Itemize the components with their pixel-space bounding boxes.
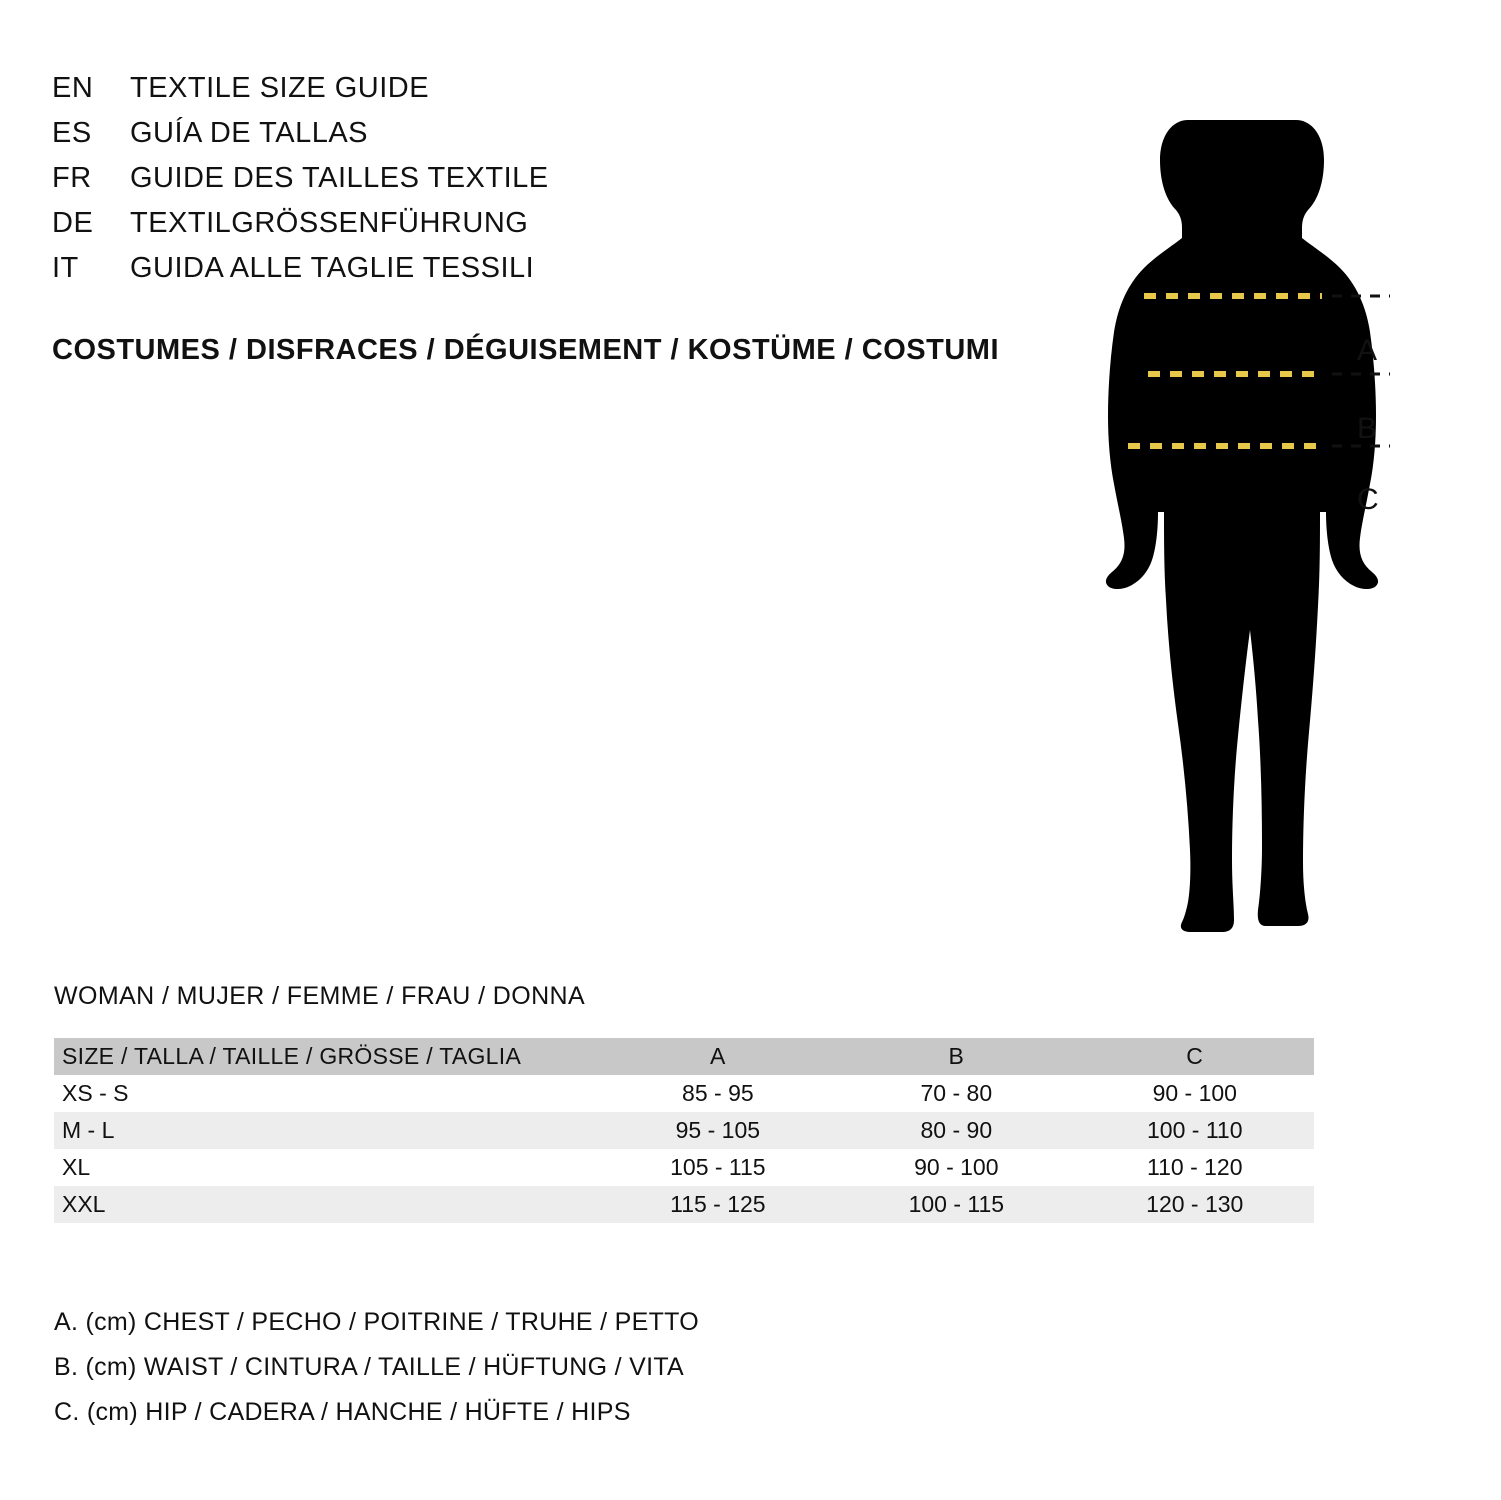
table-row: [54, 1149, 1314, 1186]
language-code-de: DE: [52, 207, 94, 239]
column-header-size: SIZE / TALLA / TAILLE / GRÖSSE / TAGLIA: [54, 1038, 599, 1075]
cell-b: 70 - 80: [837, 1075, 1075, 1112]
table-caption: WOMAN / MUJER / FEMME / FRAU / DONNA: [54, 982, 586, 1010]
language-row-en: [52, 72, 1012, 117]
column-header-c: C: [1076, 1038, 1314, 1075]
measure-label-b: B: [1357, 412, 1378, 445]
language-label-en: TEXTILE SIZE GUIDE: [130, 72, 430, 104]
measure-label-a: A: [1357, 334, 1378, 367]
table-row: [54, 1186, 1314, 1223]
language-code-es: ES: [52, 117, 92, 149]
cell-a: 85 - 95: [599, 1075, 837, 1112]
cell-a: 115 - 125: [599, 1186, 837, 1223]
cell-a: 95 - 105: [599, 1112, 837, 1149]
table-row: [54, 1075, 1314, 1112]
female-silhouette-icon: [1060, 60, 1460, 940]
cell-size: XXL: [54, 1186, 599, 1223]
cell-size: XS - S: [54, 1075, 599, 1112]
language-label-es: GUÍA DE TALLAS: [130, 117, 369, 149]
legend-line-b: B. (cm) WAIST / CINTURA / TAILLE / HÜFTUNG / VITA: [54, 1353, 685, 1381]
cell-c: 110 - 120: [1076, 1149, 1314, 1186]
language-code-it: IT: [52, 252, 79, 284]
cell-b: 90 - 100: [837, 1149, 1075, 1186]
body-figure-diagram: [1060, 60, 1460, 940]
legend-line-c: C. (cm) HIP / CADERA / HANCHE / HÜFTE / HIPS: [54, 1398, 631, 1426]
language-code-en: EN: [52, 72, 94, 104]
language-label-fr: GUIDE DES TAILLES TEXTILE: [130, 162, 549, 194]
cell-a: 105 - 115: [599, 1149, 837, 1186]
language-label-de: TEXTILGRÖSSENFÜHRUNG: [130, 207, 529, 239]
column-header-b: B: [837, 1038, 1075, 1075]
measure-label-c: C: [1357, 483, 1379, 516]
table-header-row: [54, 1038, 1314, 1075]
cell-c: 100 - 110: [1076, 1112, 1314, 1149]
language-header-block: [52, 72, 1012, 297]
language-row-it: [52, 252, 1012, 297]
language-row-es: [52, 117, 1012, 162]
costumes-subtitle: COSTUMES / DISFRACES / DÉGUISEMENT / KOSTÜME / COSTUMI: [52, 334, 999, 366]
cell-size: M - L: [54, 1112, 599, 1149]
measurement-legend: [54, 1300, 699, 1435]
language-row-de: [52, 207, 1012, 252]
cell-c: 120 - 130: [1076, 1186, 1314, 1223]
legend-line-a: A. (cm) CHEST / PECHO / POITRINE / TRUHE / PETTO: [54, 1308, 700, 1336]
language-row-fr: [52, 162, 1012, 207]
language-label-it: GUIDA ALLE TAGLIE TESSILI: [130, 252, 535, 284]
table-row: [54, 1112, 1314, 1149]
cell-b: 80 - 90: [837, 1112, 1075, 1149]
cell-size: XL: [54, 1149, 599, 1186]
size-table: [54, 1038, 1314, 1223]
cell-c: 90 - 100: [1076, 1075, 1314, 1112]
column-header-a: A: [599, 1038, 837, 1075]
language-code-fr: FR: [52, 162, 92, 194]
cell-b: 100 - 115: [837, 1186, 1075, 1223]
